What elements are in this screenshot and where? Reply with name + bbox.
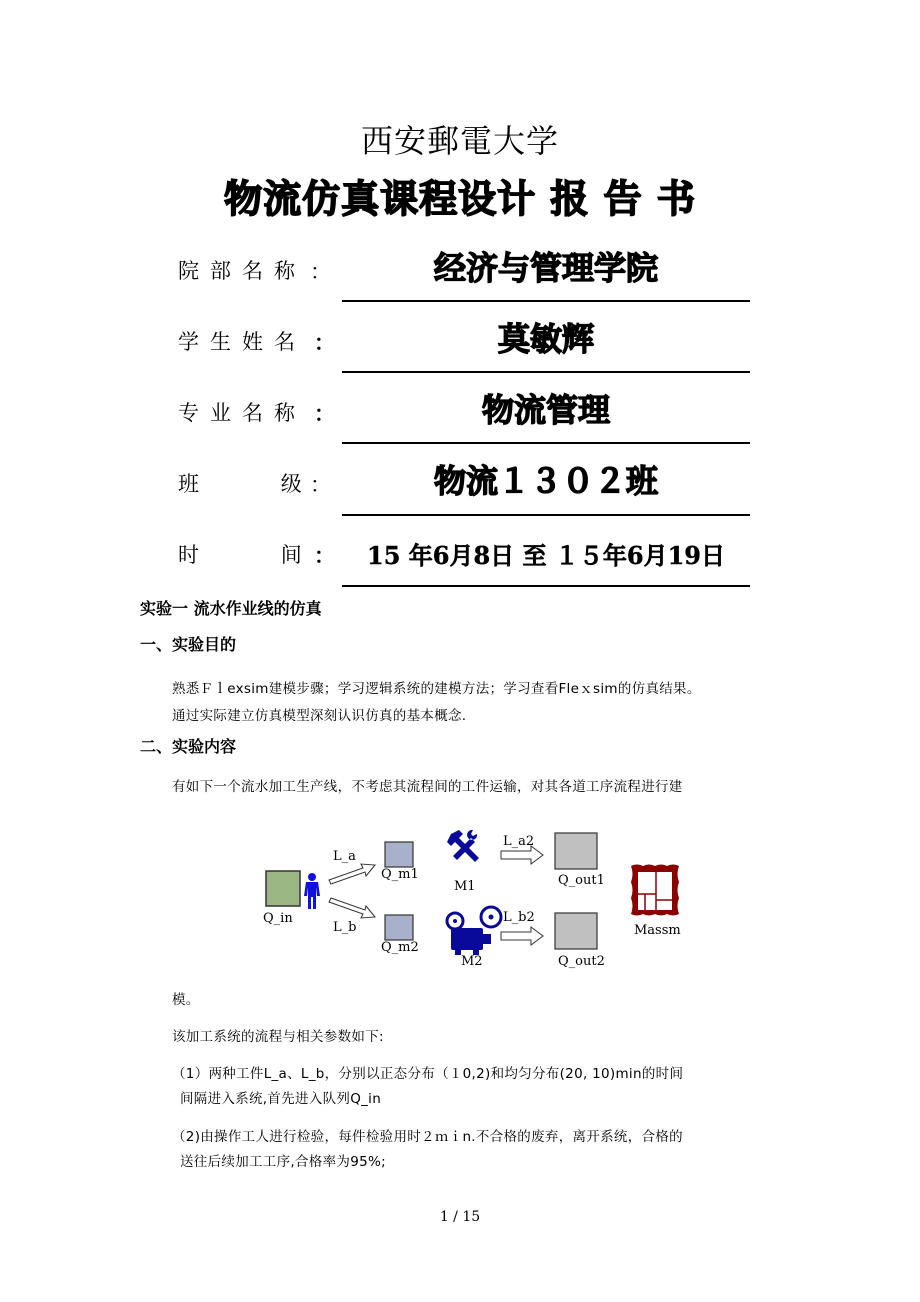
field-colon: ： bbox=[314, 402, 335, 426]
field-value: 物流１３０２班 bbox=[433, 462, 658, 500]
label-q-m1: Q_m1 bbox=[381, 867, 419, 882]
university-name: 西安郵電大学 bbox=[360, 122, 559, 160]
field-label: 专业名称 bbox=[178, 401, 306, 425]
field-value: 15 年6月8日 至 １５年6月19日 bbox=[367, 541, 725, 570]
field-label: 院部名称 bbox=[178, 259, 306, 283]
sink-massm-icon bbox=[631, 865, 679, 916]
underline bbox=[342, 585, 750, 587]
label-massm: Massm bbox=[634, 923, 681, 938]
label-q-m2: Q_m2 bbox=[381, 940, 419, 955]
label-l-b: L_b bbox=[333, 920, 357, 935]
queue-out1-box bbox=[555, 833, 597, 869]
section-heading-purpose: 一、实验目的 bbox=[140, 635, 237, 654]
underline bbox=[342, 442, 750, 444]
params-intro: 该加工系统的流程与相关参数如下: bbox=[172, 1029, 384, 1045]
label-l-b2: L_b2 bbox=[503, 910, 535, 925]
field-colon: ： bbox=[310, 260, 331, 284]
param-item-2-line-1: （2)由操作工人进行检验，每件检验用时２ｍｉn.不合格的废弃，离开系统，合格的 bbox=[172, 1129, 683, 1145]
label-q-in: Q_in bbox=[263, 911, 293, 926]
field-label: 时 间 bbox=[178, 543, 313, 567]
label-q-out1: Q_out1 bbox=[558, 873, 605, 888]
production-line-diagram bbox=[255, 822, 705, 982]
queue-out2-box bbox=[555, 913, 597, 949]
arrow-l-b2 bbox=[501, 927, 543, 945]
field-colon: ： bbox=[310, 473, 331, 497]
underline bbox=[342, 371, 750, 373]
field-colon: ： bbox=[314, 544, 335, 568]
arrow-l-a bbox=[329, 864, 375, 884]
purpose-line-1: 熟悉Ｆｌexsim建模步骤；学习逻辑系统的建模方法；学习查看Fleｘsim的仿真结果。 bbox=[172, 681, 701, 697]
content-intro: 有如下一个流水加工生产线，不考虑其流程间的工件运输，对其各道工序流程进行建 bbox=[172, 779, 683, 795]
underline bbox=[342, 514, 750, 516]
underline bbox=[342, 300, 750, 302]
purpose-line-2: 通过实际建立仿真模型深刻认识仿真的基本概念. bbox=[172, 708, 467, 724]
field-value: 物流管理 bbox=[481, 391, 610, 429]
content-intro-cont: 模。 bbox=[172, 992, 200, 1008]
field-label: 学生姓名 bbox=[178, 330, 306, 354]
queue-in-box bbox=[266, 871, 300, 906]
label-q-out2: Q_out2 bbox=[558, 954, 605, 969]
label-m2: M2 bbox=[461, 954, 483, 969]
arrow-l-b bbox=[329, 898, 375, 918]
param-item-1-line-2: 间隔进入系统,首先进入队列Q_in bbox=[180, 1091, 382, 1107]
field-value: 经济与管理学院 bbox=[433, 249, 658, 287]
experiment-title: 实验一 流水作业线的仿真 bbox=[140, 599, 322, 618]
report-title: 物流仿真课程设计 报 告 书 bbox=[224, 177, 696, 221]
section-heading-content: 二、实验内容 bbox=[140, 737, 237, 756]
param-item-2-line-2: 送往后续加工工序,合格率为95%; bbox=[180, 1154, 386, 1170]
machine-m2-icon bbox=[447, 907, 501, 955]
label-l-a: L_a bbox=[333, 849, 356, 864]
operator-icon bbox=[304, 873, 320, 909]
label-m1: M1 bbox=[454, 879, 476, 894]
field-value: 莫敏辉 bbox=[497, 320, 594, 358]
field-colon: ： bbox=[314, 331, 335, 355]
field-label: 班 级 bbox=[178, 472, 313, 496]
label-l-a2: L_a2 bbox=[503, 834, 535, 849]
param-item-1-line-1: （1）两种工件L_a、L_b，分别以正态分布（１0,2)和均匀分布(20, 10)min的时间 bbox=[172, 1066, 684, 1082]
queue-m1-box bbox=[385, 842, 413, 867]
page-number: 1 / 15 bbox=[439, 1209, 481, 1225]
machine-m1-icon bbox=[447, 830, 479, 862]
queue-m2-box bbox=[385, 915, 413, 940]
